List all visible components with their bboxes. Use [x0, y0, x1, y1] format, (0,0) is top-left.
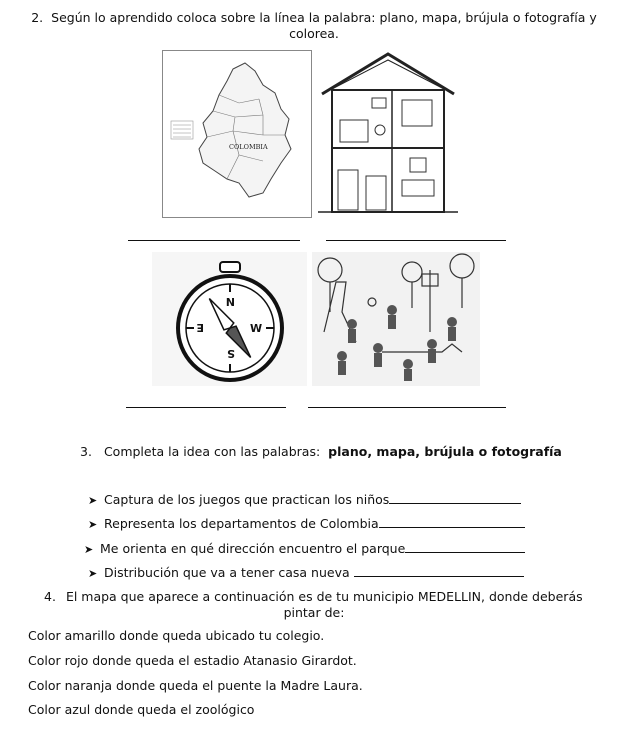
bullet-arrow-icon: ➤ — [88, 494, 98, 507]
item-text: Me orienta en qué dirección encuentro el parque — [100, 541, 406, 556]
colombia-map-image — [162, 50, 312, 218]
colombia-map-drawing — [163, 51, 311, 217]
item-text: Distribución que va a tener casa nueva — [104, 565, 350, 580]
compass-west-label: W — [250, 322, 263, 335]
bullet-arrow-icon: ➤ — [84, 543, 94, 556]
bullet-arrow-icon: ➤ — [88, 518, 98, 531]
question-3-item-3 — [84, 540, 525, 556]
item-answer-blank[interactable] — [389, 491, 521, 504]
answer-line-photo[interactable] — [308, 407, 506, 408]
item-text: Representa los departamentos de Colombia — [104, 516, 379, 531]
item-answer-blank[interactable] — [405, 540, 525, 553]
color-instruction-red: Color rojo donde queda el estadio Atanasio Girardot. — [28, 653, 357, 668]
item-text: Captura de los juegos que practican los niños — [104, 492, 390, 507]
question-4-text: El mapa que aparece a continuación es de tu municipio MEDELLIN, donde deberás — [65, 589, 583, 604]
question-2-text: Según lo aprendido coloca sobre la línea la palabra: plano, mapa, brújula o fotografía y — [51, 10, 597, 25]
question-3-item-2 — [88, 515, 525, 531]
question-3-item-4 — [88, 564, 524, 580]
item-answer-blank[interactable] — [379, 515, 525, 528]
question-2-number: 2. — [31, 10, 44, 25]
question-4-line1 — [44, 589, 616, 605]
question-4-line2: pintar de: — [283, 605, 345, 620]
question-2-line2: colorea. — [289, 26, 339, 41]
answer-line-map[interactable] — [128, 240, 300, 241]
question-3-bold-words: plano, mapa, brújula o fotografía — [328, 444, 562, 459]
answer-line-compass[interactable] — [126, 407, 286, 408]
color-instruction-blue: Color azul donde queda el zoológico — [28, 702, 255, 717]
question-4-number: 4. — [44, 589, 56, 604]
compass-east-label: E — [196, 321, 204, 334]
house-plan-image — [318, 50, 458, 216]
question-3-text: Completa la idea con las palabras: — [103, 444, 321, 459]
question-3-number: 3. — [80, 444, 92, 459]
bullet-arrow-icon: ➤ — [88, 567, 98, 580]
color-instruction-orange: Color naranja donde queda el puente la Madre Laura. — [28, 678, 363, 693]
answer-line-plan[interactable] — [326, 240, 506, 241]
compass-north-label: N — [225, 295, 235, 308]
park-photo-image — [312, 252, 480, 386]
color-instruction-yellow: Color amarillo donde queda ubicado tu colegio. — [28, 628, 325, 643]
map-country-label: COLOMBIA — [229, 143, 268, 151]
question-3-item-1 — [88, 491, 521, 507]
question-3 — [80, 444, 620, 460]
item-answer-blank[interactable] — [354, 564, 524, 577]
compass-image — [152, 252, 307, 386]
compass-south-label: S — [227, 347, 235, 360]
question-2-line1 — [18, 10, 610, 26]
